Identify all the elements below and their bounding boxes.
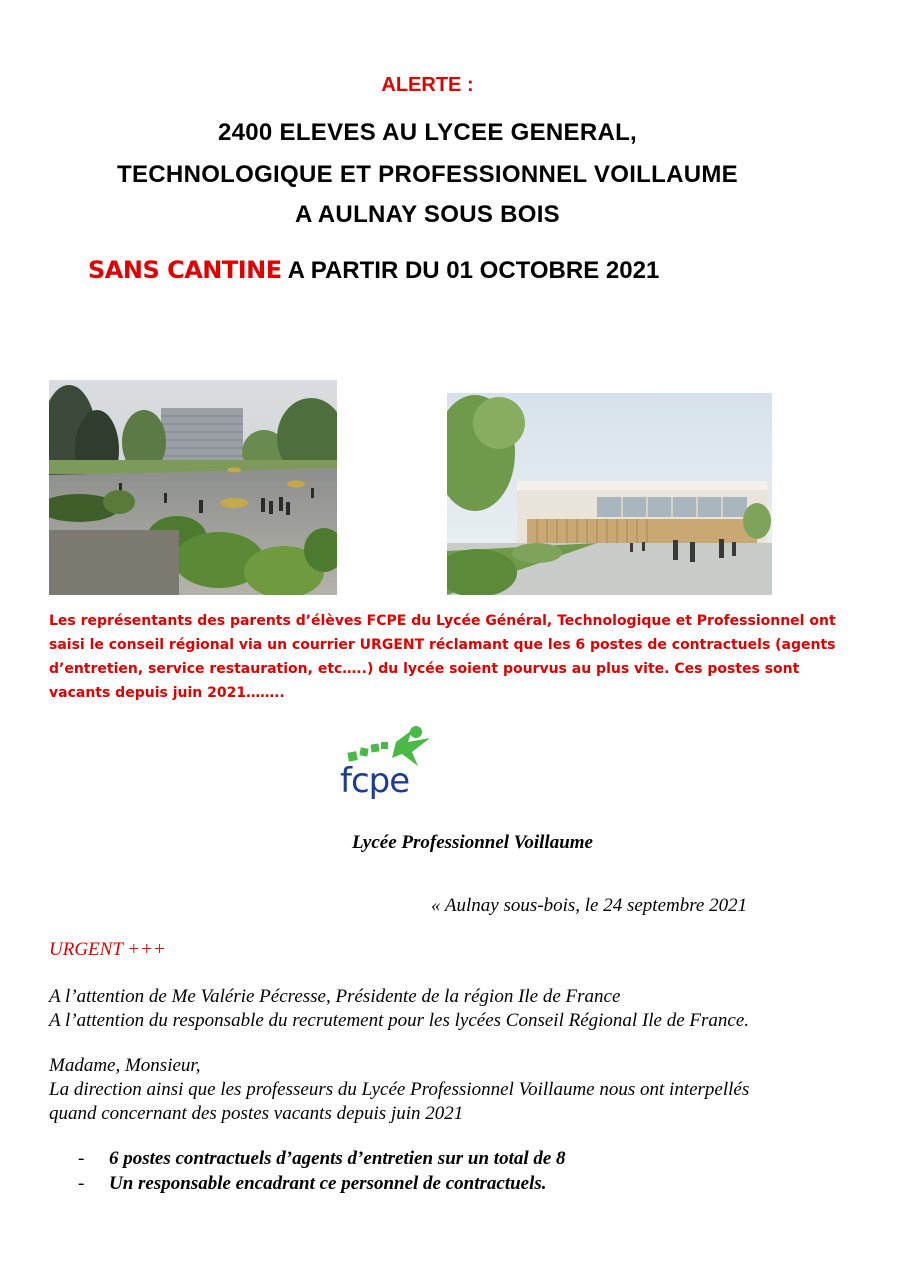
salutation: Madame, Monsieur, [49,1055,201,1076]
urgent-label: URGENT +++ [49,939,166,960]
fcpe-logo [334,722,444,812]
body-line-1: La direction ainsi que les professeurs du Lycée Professionnel Voillaume nous ont interpellés [49,1079,750,1100]
bullet-item [78,1171,566,1196]
letter-body [49,1054,869,1126]
body-line-2: quand concernant des postes vacants depuis juin 2021 [49,1103,464,1124]
organization-name: Lycée Professionnel Voillaume [352,832,593,853]
bullet-list [78,1146,566,1196]
place-date: « Aulnay sous-bois, le 24 septembre 2021 [431,895,748,916]
cantine-line [88,256,659,285]
new-building-rendering [447,393,772,595]
svg-text:fcpe: fcpe [340,761,410,801]
bullet-dash: - [78,1148,85,1169]
bullet-dash: - [78,1173,85,1194]
headline-line-3: A AULNAY SOUS BOIS [294,201,560,228]
attention-block [49,985,869,1033]
intro-paragraph: Les représentants des parents d’élèves FCPE du Lycée Général, Technologique et Professionnel ont saisi le conseil régional via un courrier URGENT réclamant que les 6 postes de contractuels (agents d’entretien, service restauration, etc…..) du lycée soient pourvus au plus vite. Ces postes sont vacants depuis juin 2021…….. [49,613,836,701]
lycee-courtyard-photo [49,380,337,595]
alert-label: ALERTE : [381,74,474,96]
sans-cantine-label: SANS CANTINE [88,256,282,284]
cantine-date: A PARTIR DU 01 OCTOBRE 2021 [287,257,660,284]
attention-line-2: A l’attention du responsable du recrutement pour les lycées Conseil Régional Ile de France. [49,1010,750,1031]
headline-line-2: TECHNOLOGIQUE ET PROFESSIONNEL VOILLAUME [117,161,738,188]
bullet-text: 6 postes contractuels d’agents d’entretien sur un total de 8 [109,1148,566,1169]
bullet-text: Un responsable encadrant ce personnel de contractuels. [109,1173,547,1194]
bullet-item [78,1146,566,1171]
attention-line-1: A l’attention de Me Valérie Pécresse, Présidente de la région Ile de France [49,986,621,1007]
headline-line-1: 2400 ELEVES AU LYCEE GENERAL, [217,119,638,146]
